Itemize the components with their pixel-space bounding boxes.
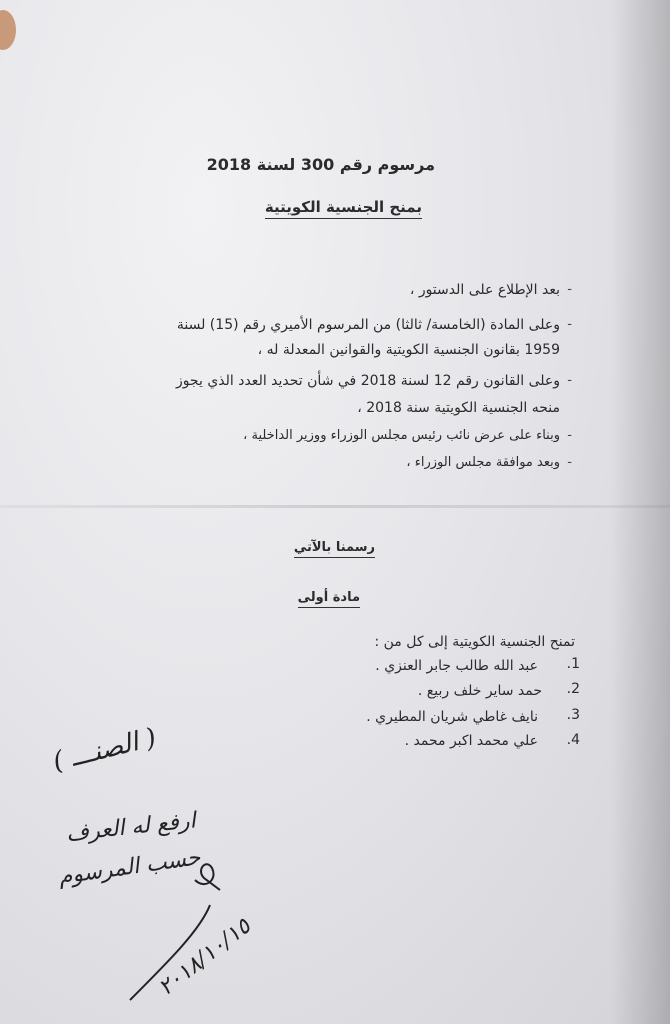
preamble-line-1: بعد الإطلاع على الدستور ، xyxy=(409,282,560,298)
bullet-dash: - xyxy=(567,282,572,297)
name-number: 2. xyxy=(566,681,580,697)
preamble-line-7: وبعد موافقة مجلس الوزراء ، xyxy=(406,455,560,470)
name-number: 1. xyxy=(566,656,580,672)
preamble-line-6: وبناء على عرض نائب رئيس مجلس الوزراء ووزير الداخلية ، xyxy=(243,428,560,443)
handwritten-date: ٢٠١٨/١٠/١٥ xyxy=(153,913,256,1002)
bullet-dash: - xyxy=(567,373,572,388)
name-number: 3. xyxy=(566,707,580,723)
preamble-line-3: 1959 بقانون الجنسية الكويتية والقوانين المعدلة له ، xyxy=(257,342,560,358)
bullet-dash: - xyxy=(567,455,572,470)
preamble-line-2: وعلى المادة (الخامسة/ ثالثا) من المرسوم الأميري رقم (15) لسنة xyxy=(176,317,560,333)
signature-stroke xyxy=(130,905,210,1000)
signature-loop xyxy=(195,864,220,890)
decree-subject: بمنح الجنسية الكويتية xyxy=(265,198,422,219)
name-item: حمد ساير خلف ربيع . xyxy=(417,683,542,699)
name-item: عبد الله طالب جابر العنزي . xyxy=(375,658,538,674)
bullet-dash: - xyxy=(567,317,572,332)
name-item: علي محمد اكبر محمد . xyxy=(404,733,538,749)
grant-line: تمنح الجنسية الكويتية إلى كل من : xyxy=(374,634,575,650)
preamble-line-5: منحه الجنسية الكويتية سنة 2018 ، xyxy=(357,400,560,416)
name-item: نايف غاطي شريان المطيري . xyxy=(366,709,538,725)
decree-number-line: مرسوم رقم 300 لسنة 2018 xyxy=(206,155,435,174)
article-heading: مادة أولى xyxy=(298,590,360,608)
handwritten-note-1: ( الصنـــ ) xyxy=(49,722,160,778)
decreed-heading: رسمنا بالآتي xyxy=(294,540,375,558)
handwritten-note-2: ارفع له العرف xyxy=(65,808,197,847)
handwritten-note-3: حسب المرسوم xyxy=(56,845,202,890)
bullet-dash: - xyxy=(567,428,572,443)
preamble-line-4: وعلى القانون رقم 12 لسنة 2018 في شأن تحديد العدد الذي يجوز xyxy=(175,373,560,389)
name-number: 4. xyxy=(566,732,580,748)
